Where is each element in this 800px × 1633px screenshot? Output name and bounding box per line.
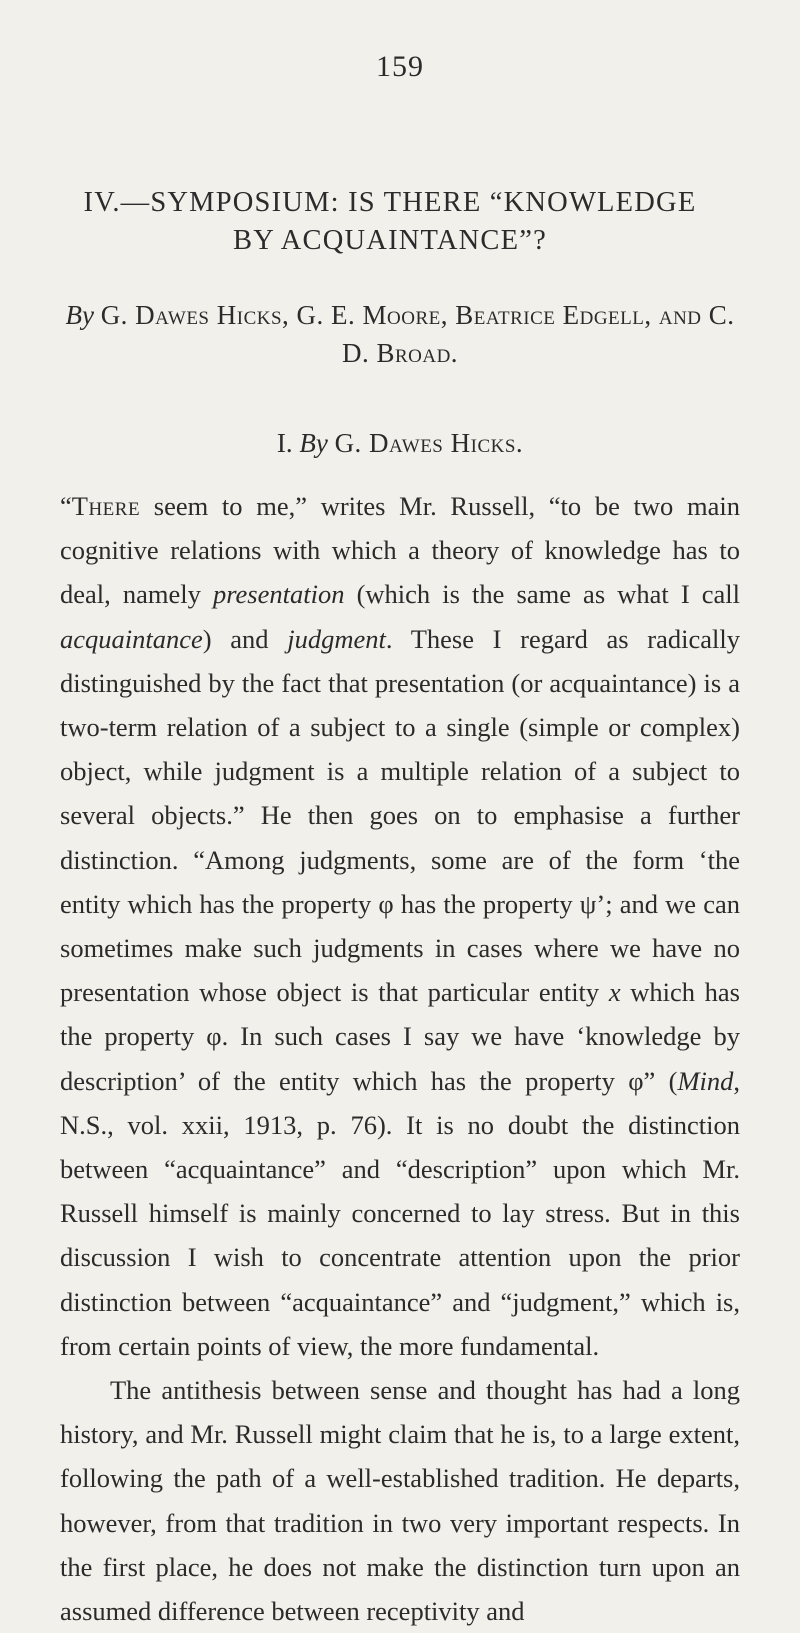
body-text xyxy=(60,484,740,1633)
paragraph xyxy=(60,484,740,1368)
page-number: 159 xyxy=(376,50,424,83)
text-run: , N.S., vol. xxii, 1913, p. 76). It is no doubt the distinction between “acquaintance” and “description” upon which Mr. Russell himself is mainly concerned to lay stress. But in this discussion I wish to concentrate attention upon the prior distinction between “acquaintance” and “judgment,” which is, from certain points of view, the more fundamental. xyxy=(60,1065,740,1361)
text-run: (which is the same as what I call xyxy=(344,579,741,610)
italic-text: acquaintance xyxy=(60,623,203,654)
paragraph-text xyxy=(60,1375,740,1626)
paragraph xyxy=(60,1368,740,1633)
author-names: G. Dawes Hicks, G. E. Moore, Beatrice Edgell, and C. D. Broad. xyxy=(100,300,735,368)
italic-text: presentation xyxy=(212,579,345,610)
article-title: IV.—SYMPOSIUM: IS THERE “KNOWLEDGE BY ACQUAINTANCE”? xyxy=(83,187,697,256)
text-run: The antithesis between sense and thought has had a long history, and Mr. Russell might claim that he is, to a large extent, following the path of a well-established tradition. He departs, however, from that tradition in two very important respects. In the first place, he does not make the distinction turn upon an assumed difference between receptivity and xyxy=(60,1375,740,1627)
italic-text: judgment xyxy=(287,623,386,654)
paragraph-text xyxy=(60,491,740,1361)
text-run: seem to me,” writes Mr. Russell, “to be two main cognitive relations with which a theory of knowledge has to deal, namely xyxy=(60,491,740,610)
italic-text: x xyxy=(608,977,621,1008)
section-numeral: I. xyxy=(276,428,293,458)
lead-word: There xyxy=(71,491,141,521)
text-run: ) and xyxy=(202,623,288,654)
lead-quote: “ xyxy=(60,491,72,521)
text-run: which has the property φ. In such cases I say we have ‘knowledge by description’ of the entity which has the property φ” ( xyxy=(60,977,740,1096)
section-heading xyxy=(0,428,800,459)
section-author: G. Dawes Hicks. xyxy=(334,428,524,458)
italic-text: Mind xyxy=(677,1065,734,1096)
author-by-label: By xyxy=(65,300,94,330)
text-run: . These I regard as radically distinguished by the fact that presentation (or acquaintance) is a two-term relation of a subject to a single (simple or complex) object, while judgment is a multiple relation of a subject to several objects.” He then goes on to emphasise a further distinction. “Among judgments, some are of the form ‘the entity which has the property φ has the property ψ’; and we can sometimes make such judgments in cases where we have no presentation whose object is that particular entity xyxy=(60,623,740,1008)
section-by-label: By xyxy=(299,428,328,458)
author-line xyxy=(60,296,740,372)
